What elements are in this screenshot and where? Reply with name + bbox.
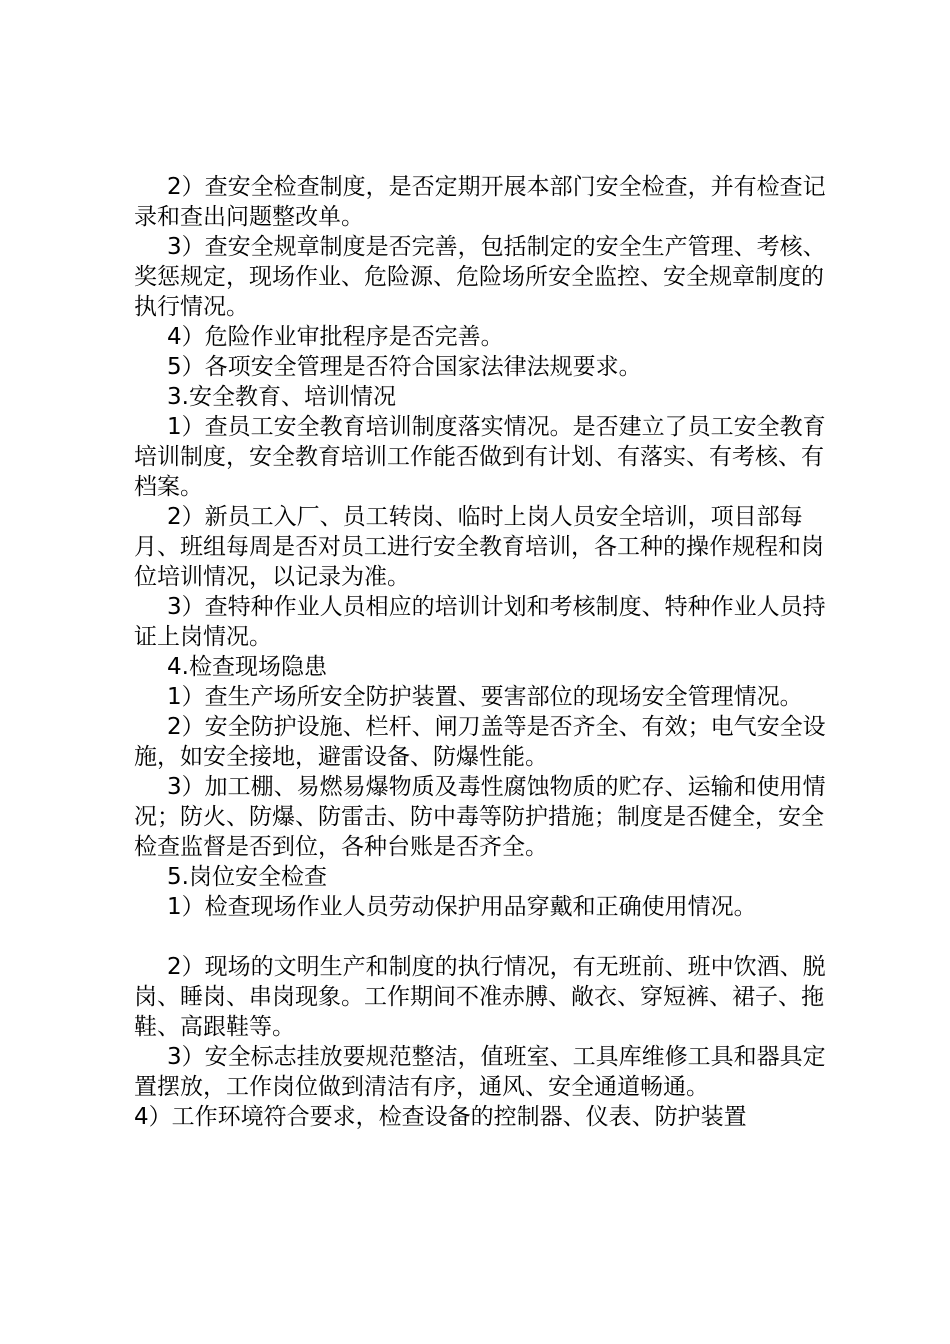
paragraph-compliance: 5）各项安全管理是否符合国家法律法规要求。	[167, 354, 642, 380]
paragraph-hazardous-materials: 3）加工棚、易燃易爆物质及毒性腐蚀物质的贮存、运输和使用情况；防火、防爆、防雷击、防中毒等防护措施；制度是否健全，安全检查监督是否到位，各种台账是否齐全。	[134, 774, 826, 860]
section-heading-post-inspection: 5.岗位安全检查	[167, 864, 327, 890]
paragraph-rules-system: 3）查安全规章制度是否完善，包括制定的安全生产管理、考核、奖惩规定，现场作业、危险源、危险场所安全监控、安全规章制度的执行情况。	[134, 234, 826, 320]
paragraph-protective-equipment: 1）检查现场作业人员劳动保护用品穿戴和正确使用情况。	[167, 894, 757, 920]
paragraph-approval: 4）危险作业审批程序是否完善。	[167, 324, 504, 350]
paragraph-safety-facilities: 2）安全防护设施、栏杆、闸刀盖等是否齐全、有效；电气安全设施，如安全接地，避雷设备、防爆性能。	[134, 714, 826, 770]
paragraph-safety-signs: 3）安全标志挂放要规范整洁，值班室、工具库维修工具和器具定置摆放，工作岗位做到清洁有序，通风、安全通道畅通。	[134, 1044, 826, 1100]
paragraph-check-system: 2）查安全检查制度，是否定期开展本部门安全检查，并有检查记录和查出问题整改单。	[134, 174, 826, 230]
blank-line	[134, 922, 834, 952]
paragraph-protective-devices: 1）查生产场所安全防护装置、要害部位的现场安全管理情况。	[167, 684, 803, 710]
paragraph-work-environment: 4）工作环境符合要求，检查设备的控制器、仪表、防护装置	[134, 1104, 747, 1130]
paragraph-special-operations: 3）查特种作业人员相应的培训计划和考核制度、特种作业人员持证上岗情况。	[134, 594, 826, 650]
paragraph-training-system: 1）查员工安全教育培训制度落实情况。是否建立了员工安全教育培训制度，安全教育培训工作能否做到有计划、有落实、有考核、有档案。	[134, 414, 826, 500]
section-heading-site-hazards: 4.检查现场隐患	[167, 654, 327, 680]
paragraph-new-staff-training: 2）新员工入厂、员工转岗、临时上岗人员安全培训，项目部每月、班组每周是否对员工进行安全教育培训，各工种的操作规程和岗位培训情况，以记录为准。	[134, 504, 824, 590]
document-body	[134, 172, 834, 1132]
section-heading-training: 3.安全教育、培训情况	[167, 384, 396, 410]
paragraph-civilized-production: 2）现场的文明生产和制度的执行情况，有无班前、班中饮酒、脱岗、睡岗、串岗现象。工作期间不准赤膊、敞衣、穿短裤、裙子、拖鞋、高跟鞋等。	[134, 954, 826, 1040]
